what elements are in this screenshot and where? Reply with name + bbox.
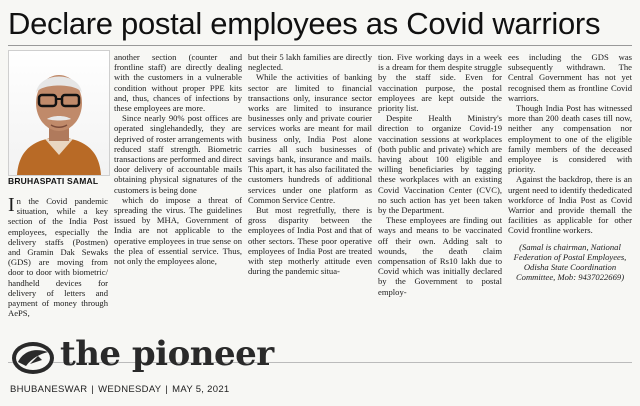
paragraph: Since nearly 90% post offices are operated singlehandedly, they are deprived of roster arrangements with reduced staff strength. Biometric transactions are performed and direct door delivery of accountable mails obtaining physical signatures of the customers is being done [114,113,242,195]
paragraph: tion. Five working days in a week is a dream for them despite struggle by the staff side. Even for vaccination purpose, the postal employees are kept outside the priority list. [378,52,502,114]
masthead-title: the pioneer [60,334,274,374]
paragraph: which do impose a threat of spreading the virus. The guidelines issued by MHA, Government of India are not applicable to the operative employees in true sense on the plea of essential service. Thus, not only the employees alone, [114,194,242,267]
byline: BRUHASPATI SAMAL [8,176,99,186]
author-note: (Samal is chairman, National Federation of Postal Employees, Odisha State Coordination Committee, Mob: 9437022669) [513,241,627,283]
author-portrait-icon [9,51,109,175]
drop-cap: I [8,196,15,216]
masthead [10,332,274,382]
dateline-date: MAY 5, 2021 [172,384,230,395]
paragraph: These employees are finding out ways and means to be vaccinated off their own. Adding salt to wounds, the death claim compensation of Rs10 lakh due to Covid which was initially declared by the Government to postal employ- [378,215,502,297]
article-column-5 [508,52,632,360]
paragraph: Despite Health Ministry's direction to organize Covid-19 vaccination sessions at workplaces (both public and private) which are having about 100 eligible and willing beneficiaries by tagging these workplaces with an existing Covid Vaccination Center (CVC), no such action has yet been taken by the Department. [378,113,502,216]
paragraph: While the activities of banking sector are limited to financial transactions only, insurance sector works are limited to insurance businesses only and private courier services works are meant for mail business only, India Post alone carries all such businesses of savings bank, insurance and mails. This apart, it has also facilitated the customers hundreds of additional services under one platform as Common Service Centre. [248,72,372,205]
headline-rule [8,45,632,46]
paragraph: In the Covid pandemic situation, while a key section of the India Post employees, especially the delivery staffs (Postmen) and Gramin Dak Sewaks (GDS) are moving from door to door with biometric/ handheld devices for delivery of letters and payment of money through AePS, [8,196,108,319]
dateline-city: BHUBANESWAR [10,384,88,395]
paragraph: ees including the GDS was subsequently withdrawn. The Central Government has not yet recognised them as frontline Covid warriors. [508,52,632,103]
article-column-2 [114,52,242,360]
headline: Declare postal employees as Covid warriors [8,6,601,41]
article-column-4 [378,52,502,360]
paragraph: Against the backdrop, there is an urgent need to identify thededicated workforce of India Post as Covid Warrior and provide themall the facilities as applicable for other Covid frontline workers. [508,174,632,236]
paragraph: another section (counter and frontline staff) are directly dealing with the customers in a vulnerable condition without proper PPE kits and, thus, chances of infections by these employees are more. [114,52,242,114]
dateline: BHUBANESWAR | WEDNESDAY | MAY 5, 2021 [10,384,230,395]
dateline-day: WEDNESDAY [98,384,162,395]
paragraph: but their 5 lakh families are directly neglected. [248,52,372,73]
pioneer-logo-icon [10,336,56,376]
article-column-3 [248,52,372,360]
paragraph: Though India Post has witnessed more than 200 death cases till now, neither any compensation nor employment to one of the eligible family members of the deceased employee is considered with priority. [508,103,632,175]
paragraph: But most regretfully, there is gross disparity between the employees of India Post and that of other sectors. These poor operative employees of India Post are treated with step motherly attitude even during the pandemic situa- [248,205,372,277]
author-photo [8,50,110,176]
